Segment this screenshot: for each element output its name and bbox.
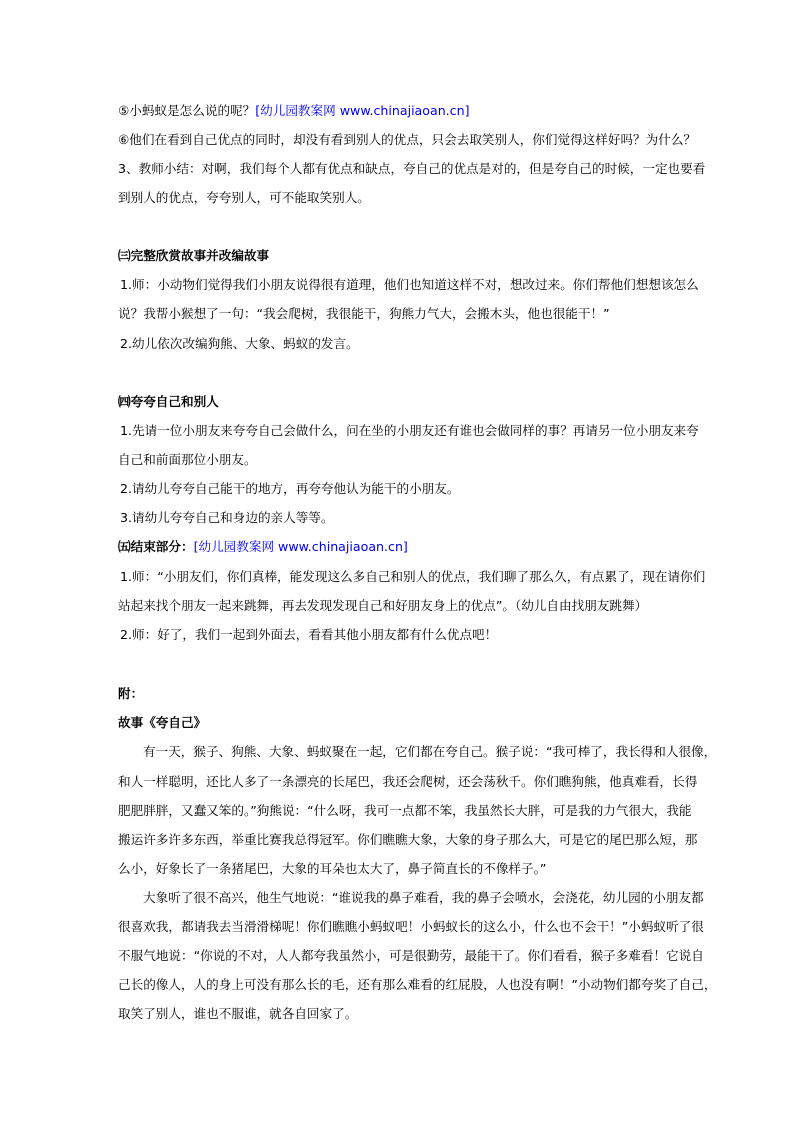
text-line: 1.师：小动物们觉得我们小朋友说得很有道理，他们也知道这样不对，想改过来。你们帮他们想想该怎么 — [120, 277, 699, 292]
text-line: 1.师：“小朋友们，你们真棒，能发现这么多自己和别人的优点，我们聊了那么久，有点累了，现在请你们 — [120, 569, 706, 584]
source-link[interactable]: [幼儿园教案网 www.chinajiaoan.cn] — [193, 539, 408, 554]
section-heading: ㈣夸夸自己和别人 — [118, 394, 219, 409]
source-link[interactable]: [幼儿园教案网 www.chinajiaoan.cn] — [255, 103, 470, 118]
text-line: 么小，好象长了一条猪尾巴，大象的耳朵也太大了，鼻子简直长的不像样子。” — [118, 861, 547, 876]
text-line: 取笑了别人，谁也不服谁，就各自回家了。 — [118, 1006, 358, 1021]
text-line: 1.先请一位小朋友来夸夸自己会做什么，问在坐的小朋友还有谁也会做同样的事？再请另一位小朋友来夸 — [120, 423, 699, 438]
text-line: 3.请幼儿夸夸自己和身边的亲人等等。 — [120, 510, 334, 525]
section-heading: ㈤结束部分： — [118, 539, 194, 554]
text-line: 2.师：好了，我们一起到外面去，看看其他小朋友都有什么优点吧！ — [120, 627, 498, 642]
text-line: 搬运许多许多东西，举重比赛我总得冠军。你们瞧瞧大象，大象的身子那么大，可是它的尾巴那么短，那 — [118, 832, 698, 847]
text-line: 有一天，猴子、狗熊、大象、蚂蚁聚在一起，它们都在夸自己。猴子说：“我可棒了，我长得和人很像， — [143, 744, 717, 759]
text-line: 2.请幼儿夸夸自己能干的地方，再夸夸他认为能干的小朋友。 — [120, 481, 460, 496]
text-line: 和人一样聪明，还比人多了一条漂亮的长尾巴，我还会爬树，还会荡秋千。你们瞧狗熊，他真难看，长得 — [118, 774, 698, 789]
text-line: 自己和前面那位小朋友。 — [118, 452, 257, 467]
line-text: ⑤小蚂蚁是怎么说的呢？ — [118, 103, 256, 118]
text-line: 很喜欢我，都请我去当滑滑梯呢！你们瞧瞧小蚂蚁吧！小蚂蚁长的这么小，什么也不会干！”小蚂蚁听了很 — [118, 919, 704, 934]
text-line: 3、教师小结：对啊，我们每个人都有优点和缺点，夸自己的优点是对的，但是夸自己的时候，一定也要看 — [118, 161, 706, 176]
section-heading: ㈢完整欣赏故事并改编故事 — [118, 248, 270, 263]
text-line: 己长的像人，人的身上可没有那么长的毛，还有那么难看的红屁股，人也没有啊！”小动物们都夸奖了自己， — [118, 977, 717, 992]
text-line: 到别人的优点，夸夸别人，可不能取笑别人。 — [118, 190, 370, 205]
text-line: 大象听了很不高兴，他生气地说：“谁说我的鼻子难看，我的鼻子会喷水，会浇花，幼儿园的小朋友都 — [143, 890, 704, 905]
text-line — [118, 103, 470, 119]
text-line: 说？我帮小猴想了一句：“我会爬树，我很能干，狗熊力气大，会搬木头，他也很能干！” — [118, 306, 610, 321]
appendix-label: 附： — [118, 686, 144, 701]
text-line: 不服气地说：“你说的不对，人人都夸我虽然小，可是很勤劳，最能干了。你们看看，猴子多难看！它说自 — [118, 948, 704, 963]
text-line: ⑥他们在看到自己优点的同时，却没有看到别人的优点，只会去取笑别人，你们觉得这样好吗？为什么？ — [118, 132, 697, 147]
text-line: 2.幼儿依次改编狗熊、大象、蚂蚁的发言。 — [120, 336, 359, 351]
text-line: 站起来找个朋友一起来跳舞，再去发现发现自己和好朋友身上的优点”。（幼儿自由找朋友跳舞） — [118, 598, 648, 613]
text-line: 肥肥胖胖，又蠢又笨的。”狗熊说：“什么呀，我可一点都不笨，我虽然长大胖，可是我的力气很大，我能 — [118, 803, 692, 818]
section-heading-line — [118, 539, 408, 555]
story-title: 故事《夸自己》 — [118, 715, 207, 730]
